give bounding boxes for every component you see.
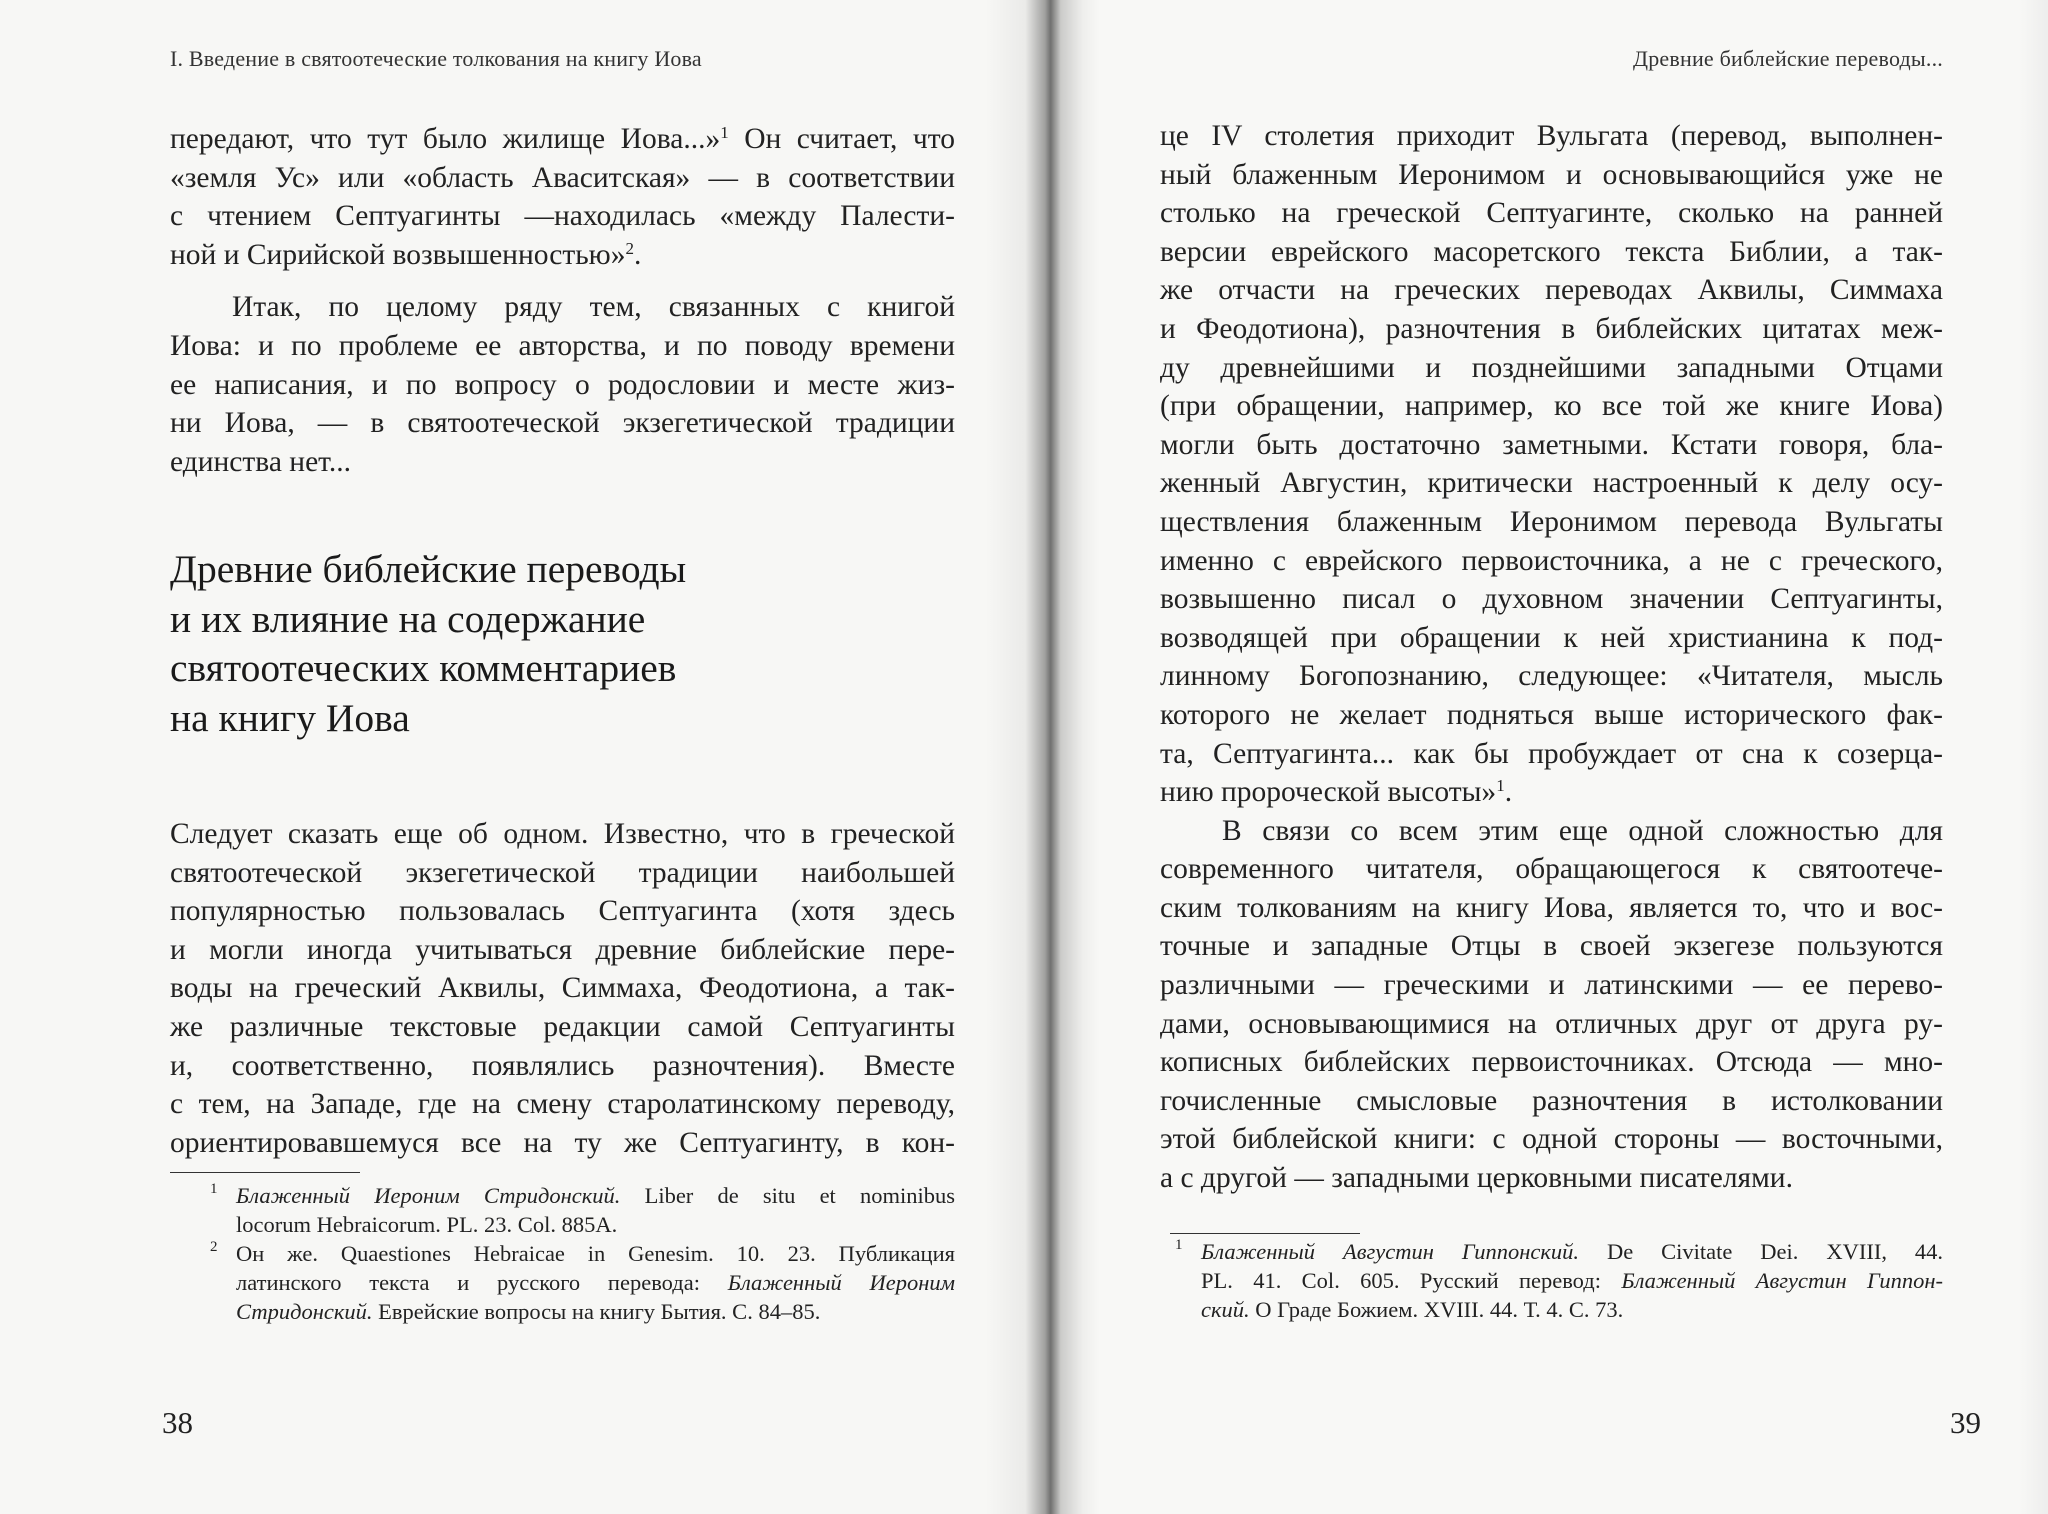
- footnote-line: locorum Hebraicorum. PL. 23. Col. 885A.: [236, 1212, 618, 1237]
- text-line: различными — греческими и латинскими — ее перево-: [1160, 969, 1943, 1002]
- paragraph: [170, 120, 955, 274]
- paragraph: [170, 288, 955, 481]
- text-line: возводящей при обращении к ней христианина к под-: [1160, 621, 1943, 654]
- footnote-line: латинского текста и русского перевода: Блаженный Иероним: [236, 1270, 955, 1295]
- page-number: 39: [1950, 1405, 1981, 1440]
- text-line: единства нет...: [170, 445, 351, 478]
- body-text: [170, 120, 955, 481]
- section-heading: [170, 545, 870, 743]
- footnote-ref: 2: [625, 238, 634, 258]
- text-line: и Феодотиона), разночтения в библейских цитатах меж-: [1160, 312, 1943, 345]
- text-line: ный блаженным Иеронимом и основывающийся уже не: [1160, 158, 1943, 191]
- text-line: ду древнейшими и позднейшими западными Отцами: [1160, 351, 1943, 384]
- text-line: точные и западные Отцы в своей экзегезе пользуются: [1160, 930, 1943, 963]
- text-line: а с другой — западными церковными писателями.: [1160, 1162, 1793, 1195]
- text-line: столько на греческой Септуагинте, сколько на ранней: [1160, 197, 1943, 230]
- text-line: женный Августин, критически настроенный к делу осу-: [1160, 467, 1943, 500]
- text-line: версии еврейского масоретского текста Библии, а так-: [1160, 235, 1943, 268]
- footnote-line: ский. О Граде Божием. XVIII. 44. Т. 4. С. 73.: [1201, 1297, 1624, 1322]
- text-line: и, соответственно, появлялись разночтения). Вместе: [170, 1049, 955, 1082]
- text-line: це IV столетия приходит Вульгата (перевод, выполнен-: [1160, 120, 1943, 152]
- text-line: могли быть достаточно заметными. Кстати говоря, бла-: [1160, 428, 1943, 461]
- footnote-ref: 1: [720, 122, 729, 142]
- running-head: I. Введение в святоотеческие толкования на книгу Иова: [170, 46, 702, 71]
- footnote: [210, 1181, 955, 1239]
- footnote: [210, 1239, 955, 1326]
- footnote-rule: [1170, 1233, 1360, 1234]
- footnotes: [210, 1181, 955, 1326]
- footnote-line: Блаженный Иероним Стридонский. Liber de situ et nominibus: [236, 1183, 955, 1208]
- footnotes: [1175, 1237, 1943, 1324]
- footnote-line: Он же. Quaestiones Hebraicae in Genesim. 10. 23. Публикация: [236, 1241, 955, 1266]
- text-line: ским толкованиям на книгу Иова, является то, что и вос-: [1160, 891, 1943, 924]
- footnote-rule: [170, 1172, 360, 1173]
- text-line: ни Иова, — в святоотеческой экзегетической традиции: [170, 407, 955, 440]
- text-line: же отчасти на греческих переводах Аквилы, Симмаха: [1160, 274, 1943, 307]
- text-line: современного читателя, обращающегося к святоотече-: [1160, 853, 1943, 886]
- text-line: которого не желает подняться выше исторического фак-: [1160, 698, 1943, 731]
- text-line: линному Богопознанию, следующее: «Читателя, мысль: [1160, 660, 1943, 693]
- text-line: гочисленные смысловые разночтения в истолковании: [1160, 1084, 1943, 1117]
- text-line: с тем, на Западе, где на смену старолатинскому переводу,: [170, 1088, 955, 1121]
- text-line: воды на греческий Аквилы, Симмаха, Феодотиона, а так-: [170, 972, 955, 1005]
- text-line: ее написания, и по вопросу о родословии и месте жиз-: [170, 368, 955, 401]
- paragraph: [170, 815, 955, 1162]
- heading-line: святоотеческих комментариев: [170, 646, 677, 690]
- text-line: Иова: и по проблеме ее авторства, и по поводу времени: [170, 329, 955, 362]
- text-line: В связи со всем этим еще одной сложностью для: [1222, 814, 1943, 847]
- footnote-number: 1: [1175, 1237, 1183, 1253]
- footnote-line: Блаженный Августин Гиппонский. De Civitate Dei. XVIII, 44.: [1201, 1239, 1943, 1264]
- paragraph: [1160, 117, 1943, 812]
- text-line: Итак, по целому ряду тем, связанных с книгой: [232, 291, 955, 324]
- footnote-number: 2: [210, 1239, 218, 1255]
- text-line: возвышенно писал о духовном значении Септуагинты,: [1160, 583, 1943, 616]
- heading-line: и их влияние на содержание: [170, 596, 646, 641]
- text-line: святоотеческой экзегетической традиции наибольшей: [170, 856, 955, 889]
- text-line: передают, что тут было жилище Иова...»$^1$ Он считает, что: [170, 122, 955, 155]
- paragraph: [1160, 812, 1943, 1198]
- text-line: дами, основывающимися на отличных друг от друга ру-: [1160, 1007, 1943, 1040]
- text-line: ществления блаженным Иеронимом перевода Вульгаты: [1160, 505, 1943, 538]
- text-line: кописных библейских первоисточниках. Отсюда — мно-: [1160, 1046, 1943, 1079]
- text-line: (при обращении, например, ко все той же книге Иова): [1160, 390, 1943, 423]
- heading-line: Древние библейские переводы: [170, 547, 687, 591]
- text-line: популярностью пользовалась Септуагинта (хотя здесь: [170, 895, 955, 928]
- text-line: с чтением Септуагинты —находилась «между Палести-: [170, 200, 955, 233]
- body-text: [170, 815, 955, 1162]
- right-page: [1045, 0, 2048, 1514]
- text-line: та, Септуагинта... как бы пробуждает от сна к созерца-: [1160, 737, 1943, 770]
- text-line: же различные текстовые редакции самой Септуагинты: [170, 1010, 955, 1043]
- text-line: Следует сказать еще об одном. Известно, что в греческой: [170, 818, 955, 850]
- page-number: 38: [162, 1405, 193, 1440]
- text-line: ной и Сирийской возвышенностью»$^2$.: [170, 238, 642, 271]
- text-line: именно с еврейского первоисточника, а не с греческого,: [1160, 544, 1943, 577]
- footnote-line: PL. 41. Col. 605. Русский перевод: Блаженный Августин Гиппон-: [1201, 1268, 1943, 1293]
- page-edge-shadow: [2018, 0, 2048, 1514]
- footnote-ref: 1: [1496, 775, 1505, 795]
- running-head: Древние библейские переводы...: [1633, 46, 1943, 71]
- text-line: «земля Ус» или «область Аваситская» — в соответствии: [170, 161, 955, 194]
- text-line: ориентировавшемуся все на ту же Септуагинту, в кон-: [170, 1126, 955, 1159]
- text-line: и могли иногда учитываться древние библейские пере-: [170, 933, 955, 966]
- text-line: нию пророческой высоты»$^1$.: [1160, 775, 1513, 809]
- heading-line: на книгу Иова: [170, 695, 410, 740]
- footnote-number: 1: [210, 1181, 218, 1197]
- footnote: [1175, 1237, 1943, 1324]
- body-text: [1160, 117, 1943, 1198]
- footnote-line: Стридонский. Еврейские вопросы на книгу Бытия. С. 84–85.: [236, 1299, 821, 1324]
- text-line: этой библейской книги: с одной стороны — восточными,: [1160, 1123, 1943, 1156]
